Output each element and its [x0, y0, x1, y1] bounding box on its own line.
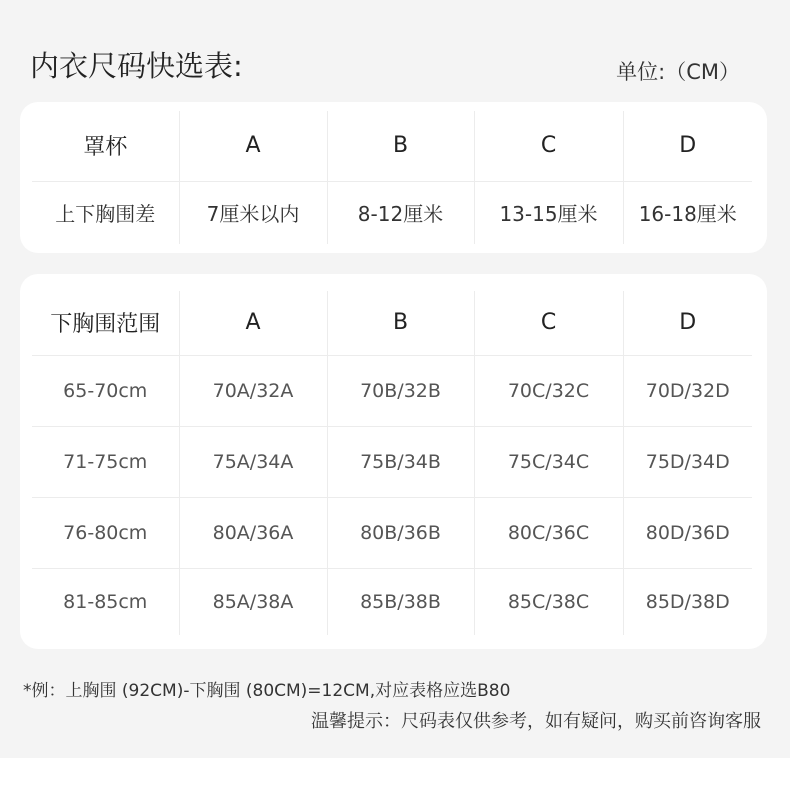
page-title: 内衣尺码快选表:: [30, 49, 243, 83]
cup-diff-row: [32, 181, 752, 244]
size-table: [32, 291, 752, 635]
example-note: *例：上胸围 (92CM)-下胸围 (80CM)=12CM,对应表格应选B80: [23, 681, 511, 701]
size-header-row: [32, 291, 752, 355]
size-cell: 65-70cm: [32, 355, 179, 426]
size-cell: 85A/38A: [179, 568, 327, 635]
size-cell: 80C/36C: [474, 497, 623, 568]
size-header-cell: 下胸围范围: [32, 291, 179, 355]
size-cell: 80A/36A: [179, 497, 327, 568]
cup-cell: 罩杯: [32, 111, 179, 181]
size-header-cell: A: [179, 291, 327, 355]
size-cell: 81-85cm: [32, 568, 179, 635]
cup-cell: D: [623, 111, 752, 181]
cup-cell: 7厘米以内: [179, 181, 327, 244]
size-cell: 75D/34D: [623, 426, 752, 497]
cup-cell: 8-12厘米: [327, 181, 474, 244]
size-header-cell: C: [474, 291, 623, 355]
size-cell: 75A/34A: [179, 426, 327, 497]
size-table-card: [20, 274, 767, 649]
table-row: [32, 497, 752, 568]
size-cell: 70C/32C: [474, 355, 623, 426]
size-cell: 70D/32D: [623, 355, 752, 426]
cup-cell: 16-18厘米: [638, 202, 737, 227]
size-cell: 70B/32B: [327, 355, 474, 426]
cup-cell: A: [179, 111, 327, 181]
cup-table-card: [20, 102, 767, 253]
size-cell: 85C/38C: [474, 568, 623, 635]
size-cell: 70A/32A: [179, 355, 327, 426]
cup-header-row: [32, 111, 752, 181]
size-header-cell: D: [623, 291, 752, 355]
cup-cell: C: [474, 111, 623, 181]
cup-cell: B: [327, 111, 474, 181]
size-cell: 75B/34B: [327, 426, 474, 497]
size-cell: 71-75cm: [32, 426, 179, 497]
size-cell: 85D/38D: [645, 590, 730, 613]
tip-note: 温馨提示：尺码表仅供参考，如有疑问，购买前咨询客服: [311, 711, 761, 732]
size-cell: 75C/34C: [474, 426, 623, 497]
table-row: [32, 568, 752, 635]
cup-table: [32, 111, 752, 244]
size-cell: 80B/36B: [327, 497, 474, 568]
size-cell: 85B/38B: [327, 568, 474, 635]
unit-label: 单位:（CM）: [616, 60, 740, 84]
cup-cell: 上下胸围差: [32, 181, 179, 244]
size-cell: 76-80cm: [32, 497, 179, 568]
table-row: [32, 355, 752, 426]
size-header-cell: B: [327, 291, 474, 355]
size-cell: 80D/36D: [623, 497, 752, 568]
table-row: [32, 426, 752, 497]
cup-cell: 13-15厘米: [474, 181, 623, 244]
